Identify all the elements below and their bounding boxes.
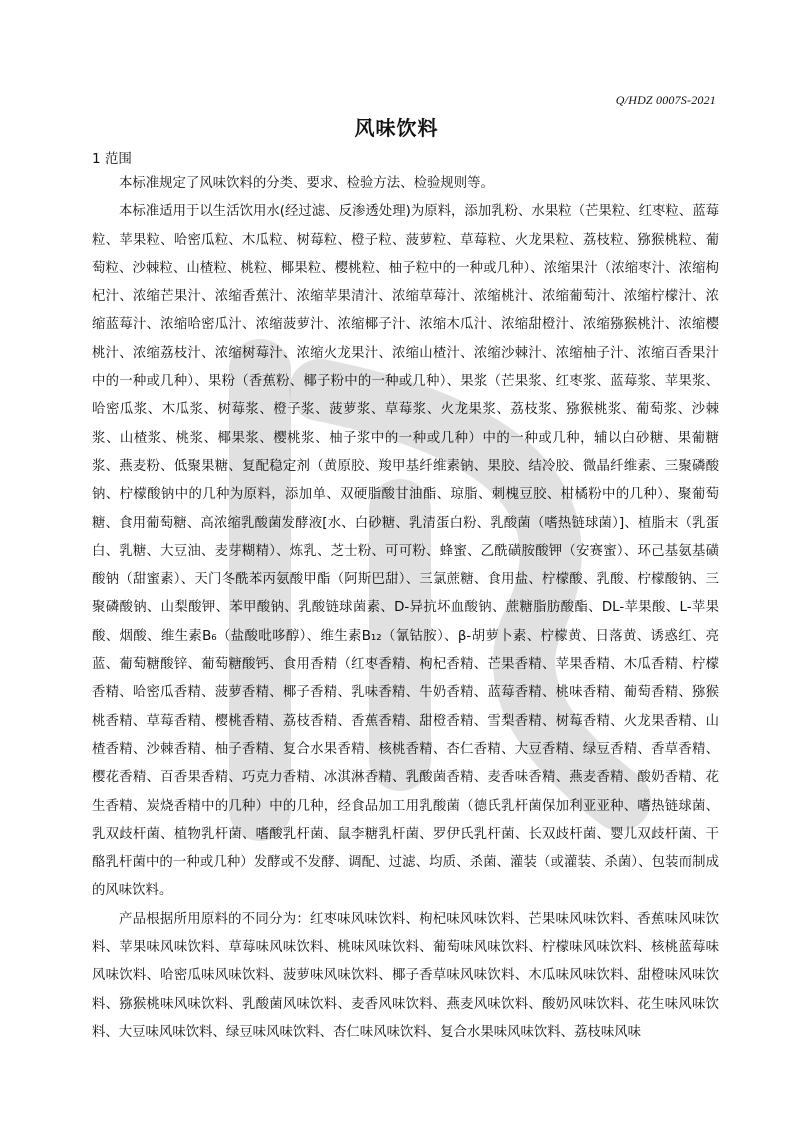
document-code: Q/HDZ 0007S-2021 (615, 93, 716, 107)
document-title: 风味饮料 (354, 116, 439, 140)
paragraph-scope-intro: 本标准规定了风味饮料的分类、要求、检验方法、检验规则等。 (119, 176, 494, 191)
paragraph-classification: 产品根据所用原料的不同分为：红枣味风味饮料、枸杞味风味饮料、芒果味风味饮料、香蕉味风味饮料、苹果味风味饮料、草莓味风味饮料、桃味风味饮料、葡萄味风味饮料、柠檬味风味饮料、核桃蓝莓味风味饮料、哈密瓜味风味饮料、菠萝味风味饮料、椰子香草味风味饮料、木瓜味风味饮料、甜橙味风味饮料、猕猴桃味风味饮料、乳酸菌风味饮料、麦香风味饮料、燕麦风味饮料、酸奶风味饮料、花生味风味饮料、大豆味风味饮料、绿豆味风味饮料、杏仁味风味饮料、复合水果味风味饮料、荔枝味风味 (92, 911, 719, 1040)
paragraph-applicability: 本标准适用于以生活饮用水(经过滤、反渗透处理)为原料，添加乳粉、水果粒（芒果粒、红枣粒、蓝莓粒、苹果粒、哈密瓜粒、木瓜粒、树莓粒、橙子粒、菠萝粒、草莓粒、火龙果粒、荔枝粒、猕猴桃粒、葡萄粒、沙棘粒、山楂粒、桃粒、椰果粒、樱桃粒、柚子粒中的一种或几种）、浓缩果汁（浓缩枣汁、浓缩枸杞汁、浓缩芒果汁、浓缩香蕉汁、浓缩苹果清汁、浓缩草莓汁、浓缩桃汁、浓缩葡萄汁、浓缩柠檬汁、浓缩蓝莓汁、浓缩哈密瓜汁、浓缩菠萝汁、浓缩椰子汁、浓缩木瓜汁、浓缩甜橙汁、浓缩猕猴桃汁、浓缩樱桃汁、浓缩荔枝汁、浓缩树莓汁、浓缩火龙果汁、浓缩山楂汁、浓缩沙棘汁、浓缩柚子汁、浓缩百香果汁中的一种或几种）、果粉（香蕉粉、椰子粉中的一种或几种）、果浆（芒果浆、红枣浆、蓝莓浆、苹果浆、哈密瓜浆、木瓜浆、树莓浆、橙子浆、菠萝浆、草莓浆、火龙果浆、荔枝浆、猕猴桃浆、葡萄浆、沙棘浆、山楂浆、桃浆、椰果浆、樱桃浆、柚子浆中的一种或几种）中的一种或几种，辅以白砂糖、果葡糖浆、燕麦粉、低聚果糖、复配稳定剂（黄原胶、羧甲基纤维素钠、果胶、结冷胶、微晶纤维素、三聚磷酸钠、柠檬酸钠中的几种为原料，添加单、双硬脂酸甘油酯、琼脂、刺槐豆胶、柑橘粉中的几种）、聚葡萄糖、食用葡萄糖、高浓缩乳酸菌发酵液[水、白砂糖、乳清蛋白粉、乳酸菌（嗜热链球菌）]、植脂末（乳蛋白、乳糖、大豆油、麦芽糊精）、炼乳、芝士粉、可可粉、蜂蜜、乙酰磺胺酸钾（安赛蜜）、环己基氨基磺酸钠（甜蜜素）、天门冬酰苯丙氨酸甲酯（阿斯巴甜）、三氯蔗糖、食用盐、柠檬酸、乳酸、柠檬酸钠、三聚磷酸钠、山梨酸钾、苯甲酸钠、乳酸链球菌素、D-异抗坏血酸钠、蔗糖脂肪酸酯、DL-苹果酸、L-苹果酸、烟酸、维生素B₆（盐酸吡哆醇）、维生素B₁₂（氰钴胺）、β-胡萝卜素、柠檬黄、日落黄、诱惑红、亮蓝、葡萄糖酸锌、葡萄糖酸钙、食用香精（红枣香精、枸杞香精、芒果香精、苹果香精、木瓜香精、柠檬香精、哈密瓜香精、菠萝香精、椰子香精、乳味香精、牛奶香精、蓝莓香精、桃味香精、葡萄香精、猕猴桃香精、草莓香精、樱桃香精、荔枝香精、香蕉香精、甜橙香精、雪梨香精、树莓香精、火龙果香精、山楂香精、沙棘香精、柚子香精、复合水果香精、核桃香精、杏仁香精、大豆香精、绿豆香精、香草香精、樱花香精、百香果香精、巧克力香精、冰淇淋香精、乳酸菌香精、麦香味香精、燕麦香精、酸奶香精、花生香精、炭烧香精中的几种）中的几种，经食品加工用乳酸菌（德氏乳杆菌保加利亚亚种、嗜热链球菌、乳双歧杆菌、植物乳杆菌、嗜酸乳杆菌、鼠李糖乳杆菌、罗伊氏乳杆菌、长双歧杆菌、婴儿双歧杆菌、干酪乳杆菌中的一种或几种）发酵或不发酵、调配、过滤、均质、杀菌、灌装（或灌装、杀菌）、包装而制成的风味饮料。 (92, 204, 719, 899)
section-body (92, 170, 719, 1047)
section-heading-scope: 1 范围 (92, 151, 132, 167)
